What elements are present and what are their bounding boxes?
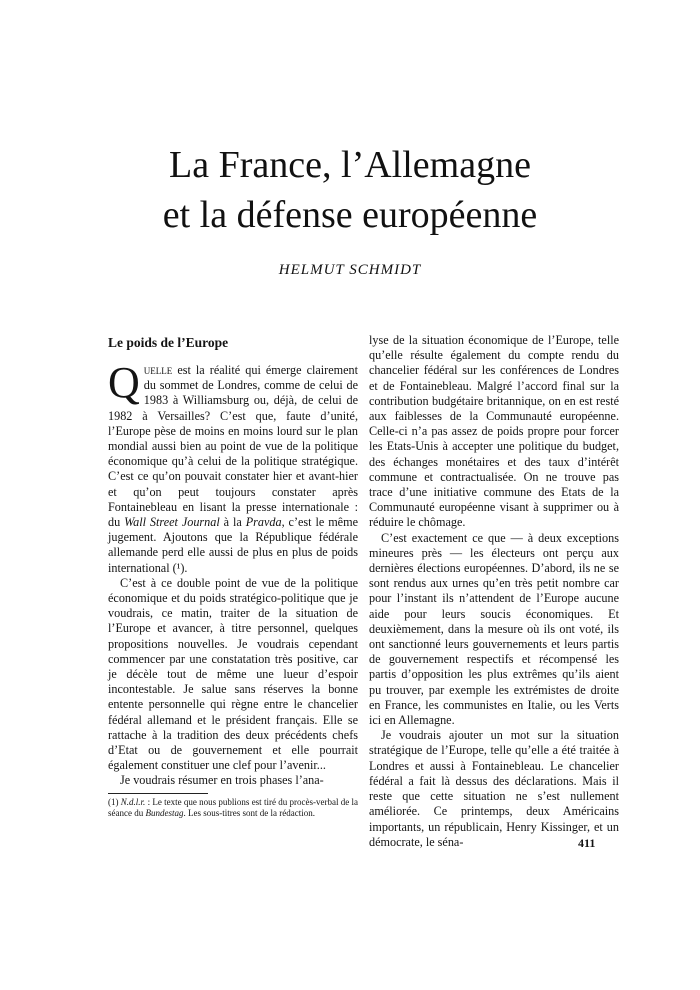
left-column (108, 335, 358, 789)
paragraph-2: C’est à ce double point de vue de la politique économique et du poids stratégico-politique que je voudrais, ce matin, traiter de la situation de l’Europe et avancer, à titre personnel, quelques propositions nouvelles. Je voudrais cependant commencer par une constatation très positive, car je décèle tout de même une lueur d’espoir incontestable. Je salue sans réserves la bonne entente personnelle qui règne entre le chancelier fédéral allemand et le président français. Elle se rattache à la tradition des deux précédents chefs d’Etat ou de gouvernement et elle pourrait également constituer une clef pour l’avenir... (108, 575, 358, 773)
paragraph-1-text: est la réalité qui émerge clairement du sommet de Londres, comme de celui de 1983 à Williamsburg ou, déjà, de celui de 1982 à Versailles? C’est que, faute d’unité, l’Europe pèse de moins en moins lourd sur le plan mondial aussi bien au point de vue de la politique économique qu’à celui de la politique stratégique. C’est ce qu’on pouvait constater hier et avant-hier et qu’on peut toujours constater après Fontainebleau en lisant la presse internationale : du (108, 363, 358, 530)
newspaper-name-pravda: Pravda (245, 515, 282, 530)
right-column (369, 333, 619, 850)
paragraph-3: Je voudrais résumer en trois phases l’ana- (120, 773, 324, 788)
footnote (108, 797, 358, 819)
article-title (0, 140, 700, 240)
footnote-text-2: . Les sous-titres sont de la rédaction. (183, 808, 315, 818)
author-byline: HELMUT SCHMIDT (278, 262, 422, 278)
drop-cap: Q (108, 358, 140, 407)
newspaper-name-wsj: Wall Street Journal (124, 515, 220, 530)
section-heading: Le poids de l’Europe (108, 335, 229, 350)
page-number: 411 (578, 836, 596, 850)
paragraph-5: C’est exactement ce que — à deux exceptions mineures près — les électeurs ont perçu aux dernières élections européennes. D’abord, ils ne se sont rendus aux urnes qu’en très petit nombre car pour l’instant ils n’attendent de l’Europe aucune aide pour leurs soucis économiques. Et deuxièmement, dans la mesure où ils ont voté, ils ont sanctionné leurs gouvernements et leurs partis de gouvernement respectifs et récompensé les partis d’opposition les plus extrêmes qu’ils aient pu trouver, par exemple les extrémistes de droite en France, les communistes en Italie, ou les Verts ici en Allemagne. (369, 530, 619, 728)
footnote-abbr: N.d.l.r. (120, 797, 146, 807)
paragraph-6: Je voudrais ajouter un mot sur la situation stratégique de l’Europe, telle qu’elle a été traitée à Londres et aussi à Fontainebleau. Le chancelier fédéral a fait là dessus des déclarations. Mais il reste que cette situation ne s’est nullement améliorée. Ce printemps, deux Américains importants, un républicain, Henry Kissinger, et un démocrate, le séna- (369, 728, 619, 849)
paragraph-1-end: , c’est le même jugement. Ajoutons que la République fédérale allemande perd elle aussi de plus en plus de poids international (¹). (108, 515, 358, 575)
footnote-text-1: : Le texte que nous publions est tiré du procès-verbal de la séance du (108, 797, 359, 818)
lead-smallcaps: uelle (143, 363, 173, 377)
title-line-2: et la défense européenne (162, 194, 538, 236)
footnote-marker: (1) (108, 797, 121, 807)
footnote-italic: Bundestag (145, 808, 184, 818)
footnote-rule (108, 793, 208, 794)
paragraph-1 (108, 358, 358, 576)
paragraph-4: lyse de la situation économique de l’Europe, telle qu’elle résulte également du compte rendu du chancelier fédéral sur les conférences de Londres et de Fontainebleau. Malgré l’accord final sur la contribution budgétaire britannique, on en est resté aux faiblesses de la Communauté européenne. Celle-ci n’a pas assez de poids propre pour forcer les Etats-Unis à accepter une politique du budget, des échanges monétaires et des taux d’intérêt commune et contractualisée. On ne trouve pas trace d’une initiative commune des Etats de la Communauté européenne visant à supprimer ou à réduire le chômage. (369, 333, 619, 530)
paragraph-1-mid: à la (219, 515, 246, 530)
title-line-1: La France, l’Allemagne (169, 144, 531, 186)
